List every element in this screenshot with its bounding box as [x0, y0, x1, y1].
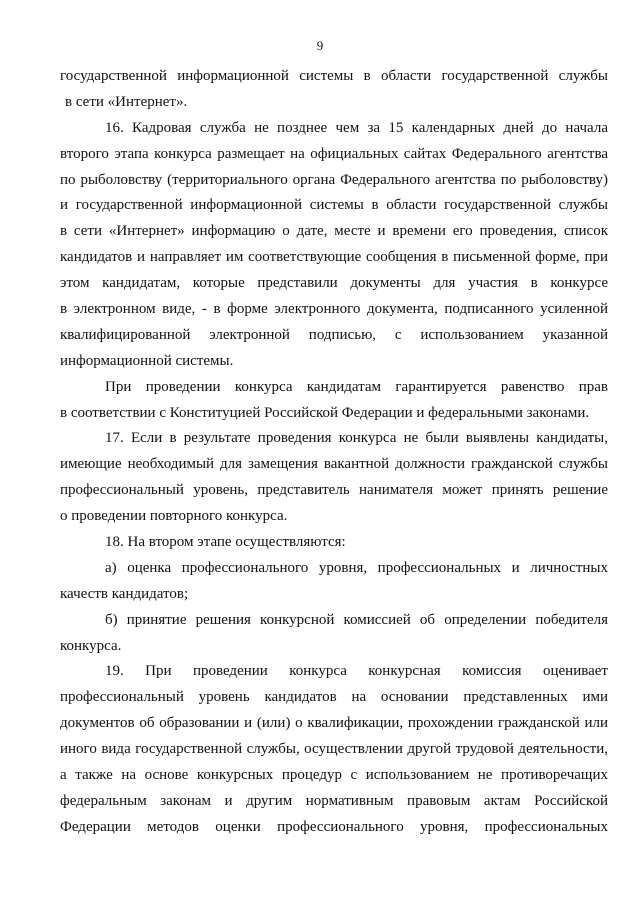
- text-line: Федерации методов оценки профессионального уровня, профессиональных: [60, 818, 608, 835]
- text-line: по рыболовству (территориального органа Федерального агентства по рыболовству): [60, 171, 608, 188]
- text-line: и государственной информационной системы в области государственной службы: [60, 197, 608, 214]
- text-line: качеств кандидатов;: [60, 585, 189, 602]
- paragraph: [60, 375, 608, 427]
- paragraph: [60, 608, 608, 660]
- paragraph: [60, 530, 608, 556]
- text-line: б) принятие решения конкурсной комиссией об определении победителя: [105, 611, 608, 628]
- paragraph: [60, 426, 608, 530]
- text-line: конкурса.: [60, 637, 122, 654]
- text-line: документов об образовании и (или) о квалификации, прохождении гражданской или: [60, 715, 608, 732]
- text-line: имеющие необходимый для замещения вакантной должности гражданской службы: [60, 456, 608, 473]
- text-line: второго этапа конкурса размещает на официальных сайтах Федерального агентства: [60, 145, 608, 162]
- text-line: в соответствии с Конституцией Российской Федерации и федеральными законами.: [60, 404, 590, 421]
- text-line: профессиональный уровень кандидатов на основании представленных ими: [60, 689, 608, 706]
- text-line: квалифицированной электронной подписью, с использованием указанной: [60, 326, 608, 343]
- text-line: 19. При проведении конкурса конкурсная комиссия оценивает: [105, 663, 608, 680]
- text-line: а) оценка профессионального уровня, профессиональных и личностных: [105, 559, 608, 576]
- paragraph: [60, 556, 608, 608]
- paragraph: [60, 659, 608, 840]
- text-line: 16. Кадровая служба не позднее чем за 15 календарных дней до начала: [105, 119, 608, 136]
- text-line: о проведении повторного конкурса.: [60, 508, 288, 525]
- text-line: федеральным законам и другим нормативным правовым актам Российской: [60, 792, 608, 809]
- text-line: государственной информационной системы в области государственной службы: [60, 68, 608, 84]
- text-line: 18. На втором этапе осуществляются:: [105, 534, 346, 551]
- text-line: в сети «Интернет».: [65, 93, 188, 110]
- text-line: 17. Если в результате проведения конкурса не были выявлены кандидаты,: [105, 430, 608, 447]
- text-line: профессиональный уровень, представитель нанимателя может принять решение: [60, 482, 608, 499]
- text-line: кандидатов и направляет им соответствующие сообщения в письменной форме, при: [60, 249, 608, 266]
- document-body: [60, 64, 608, 841]
- text-line: а также на основе конкурсных процедур с использованием не противоречащих: [60, 767, 608, 784]
- text-line: информационной системы.: [60, 352, 234, 369]
- paragraph: [60, 64, 608, 116]
- text-line: этом кандидатам, которые представили документы для участия в конкурсе: [60, 275, 608, 292]
- paragraph: [60, 116, 608, 375]
- page-number: 9: [316, 38, 324, 53]
- text-line: иного вида государственной службы, осуществлении другой трудовой деятельности,: [60, 741, 608, 758]
- text-line: в электронном виде, - в форме электронного документа, подписанного усиленной: [60, 301, 608, 318]
- text-line: в сети «Интернет» информацию о дате, месте и времени его проведения, список: [60, 223, 608, 240]
- text-line: При проведении конкурса кандидатам гарантируется равенство прав: [105, 378, 608, 395]
